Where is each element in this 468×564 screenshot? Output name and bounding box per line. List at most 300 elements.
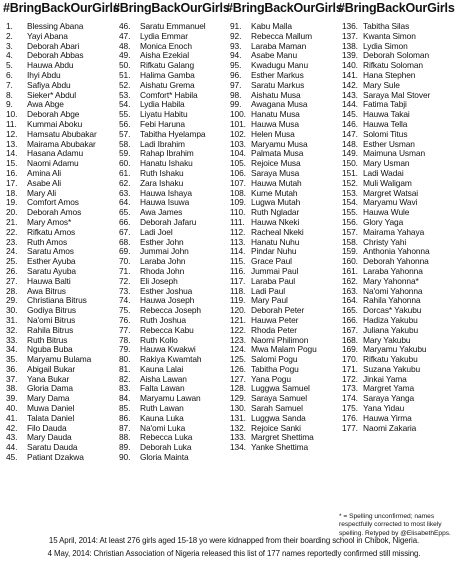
list-item-name: Deborah Abari [27, 41, 80, 51]
list-item [6, 375, 121, 385]
list-item-number: 103. [230, 139, 246, 149]
list-item-number: 131. [230, 413, 246, 423]
list-item [119, 140, 234, 150]
list-item-number: 4. [6, 51, 13, 61]
names-column-3 [230, 22, 345, 453]
list-item [230, 32, 345, 42]
list-item-name: Ruth Amos [27, 237, 68, 247]
list-item-number: 110. [230, 208, 246, 218]
column-header-4: #BringBackOurGirls [338, 1, 455, 15]
list-item-number: 97. [230, 80, 242, 90]
list-item-name: Yayi Abana [27, 31, 68, 41]
list-item-number: 34. [6, 345, 18, 355]
list-item-name: Mary Yakubu [363, 335, 411, 345]
list-item [6, 179, 121, 189]
list-item-name: Hauwa Joseph [140, 296, 195, 306]
list-item [342, 130, 457, 140]
list-item-name: Na'omi Luka [140, 423, 186, 433]
list-item-number: 26. [6, 266, 18, 276]
list-item-number: 149. [342, 149, 358, 159]
list-item-number: 111. [230, 217, 245, 227]
list-item-number: 15. [6, 159, 18, 169]
list-item-name: Fatima Tabji [363, 100, 407, 110]
list-item-number: 125. [230, 355, 246, 365]
list-item [6, 414, 121, 424]
list-item-number: 107. [230, 178, 246, 188]
list-item-number: 105. [230, 159, 246, 169]
list-item-number: 11. [6, 119, 17, 129]
list-item [119, 287, 234, 297]
list-item-number: 40. [6, 404, 18, 414]
list-item [119, 414, 234, 424]
list-item [119, 189, 234, 199]
list-item [119, 149, 234, 159]
list-item-name: Ruth Bitrus [27, 335, 68, 345]
list-item-number: 137. [342, 31, 358, 41]
list-item-name: Kwadugu Manu [251, 61, 308, 71]
list-item-name: Luggwa Sanda [251, 413, 306, 423]
list-item-number: 14. [6, 149, 18, 159]
list-item-number: 1. [6, 22, 13, 31]
list-item [119, 169, 234, 179]
list-item-number: 39. [6, 394, 18, 404]
list-item-number: 104. [230, 149, 246, 159]
list-item [230, 81, 345, 91]
list-item-name: Hauwa Abdu [27, 61, 74, 71]
list-item [342, 179, 457, 189]
list-item-number: 65. [119, 208, 131, 218]
list-item [119, 71, 234, 81]
list-item [6, 326, 121, 336]
list-item-number: 124. [230, 345, 246, 355]
list-item-name: Halima Gamba [140, 70, 195, 80]
list-item-number: 99. [230, 100, 242, 110]
list-item-number: 158. [342, 237, 358, 247]
list-item-number: 20. [6, 208, 18, 218]
list-item-name: Rebecca Kabu [140, 325, 194, 335]
list-item-name: Jinkai Yama [363, 374, 407, 384]
list-item-name: Nguba Buba [27, 345, 73, 355]
list-item-number: 143. [342, 90, 358, 100]
list-item-number: 57. [119, 129, 131, 139]
list-item-number: 43. [6, 433, 18, 443]
list-item-number: 48. [119, 41, 131, 51]
list-item-number: 27. [6, 276, 18, 286]
list-item-name: Deborah Amos [27, 208, 82, 218]
list-item-name: Zara Ishaku [140, 178, 184, 188]
list-item-name: Juliana Yakubu [363, 325, 419, 335]
list-item-name: Saratu Dauda [27, 443, 78, 453]
list-item-number: 46. [119, 22, 131, 31]
list-item-name: Ladi Paul [251, 286, 286, 296]
list-item-number: 12. [6, 129, 18, 139]
list-item-name: Deborah Jafaru [140, 217, 197, 227]
list-item-name: Grace Paul [251, 257, 292, 267]
list-item-name: Deborah Yahonna [363, 257, 429, 267]
list-item-number: 102. [230, 129, 246, 139]
list-item-number: 8. [6, 90, 13, 100]
list-item [342, 257, 457, 267]
list-item-name: Esther Ayuba [27, 257, 76, 267]
list-item-name: Saratu Amos [27, 247, 74, 257]
list-item [119, 424, 234, 434]
list-item [119, 228, 234, 238]
list-item [6, 247, 121, 257]
list-item-name: Hanatu Musa [251, 110, 300, 120]
list-item [230, 257, 345, 267]
list-item-number: 170. [342, 355, 358, 365]
list-item-name: Lydia Simon [363, 41, 408, 51]
list-item-number: 130. [230, 404, 246, 414]
list-item [119, 32, 234, 42]
list-item-name: Rebecca Joseph [140, 306, 201, 316]
list-item-number: 93. [230, 41, 242, 51]
list-item-number: 68. [119, 237, 131, 247]
list-item-name: Gloria Dama [27, 384, 73, 394]
list-item-name: Hasana Adamu [27, 149, 84, 159]
list-item-number: 61. [119, 168, 131, 178]
list-item-number: 24. [6, 247, 18, 257]
list-item [230, 277, 345, 287]
list-item-number: 101. [230, 119, 246, 129]
caption-line-2: 4 May, 2014: Christian Association of Nigeria released this list of 177 names reportedly confirmed still missing. [47, 549, 421, 558]
list-item-name: Hauwa Takai [363, 110, 410, 120]
list-item-number: 53. [119, 90, 131, 100]
list-item-number: 134. [230, 443, 246, 453]
list-item-name: Rebecca Luka [140, 433, 193, 443]
list-item-name: Esther John [140, 237, 184, 247]
list-item-name: Rahila Bitrus [27, 325, 74, 335]
list-item-number: 172. [342, 374, 358, 384]
list-item [230, 208, 345, 218]
list-item-number: 116. [230, 266, 246, 276]
list-item-name: Helen Musa [251, 129, 295, 139]
list-item-number: 90. [119, 453, 131, 463]
list-item-name: Ruth Kollo [140, 335, 178, 345]
list-item-name: Kume Mutah [251, 188, 298, 198]
list-item [119, 316, 234, 326]
list-item [6, 443, 121, 453]
list-item-name: Mary Usman [363, 159, 410, 169]
list-item [342, 198, 457, 208]
list-item-name: Naomi Philimon [251, 335, 309, 345]
list-item-number: 159. [342, 247, 358, 257]
list-item [6, 228, 121, 238]
list-item [6, 81, 121, 91]
list-item-name: Esther Markus [251, 70, 304, 80]
list-item [6, 140, 121, 150]
list-item-number: 64. [119, 198, 131, 208]
list-item-name: Suzana Yakubu [363, 364, 421, 374]
list-item [6, 130, 121, 140]
list-item-name: Godiya Bitrus [27, 306, 76, 316]
list-item-number: 81. [119, 364, 131, 374]
list-item-name: Mary Yahonna* [363, 276, 419, 286]
list-item [6, 61, 121, 71]
list-item [230, 365, 345, 375]
list-item-name: Safiya Abdu [27, 80, 71, 90]
list-item [342, 365, 457, 375]
list-item-name: Hauwa Kwakwi [140, 345, 196, 355]
list-item-number: 123. [230, 335, 246, 345]
list-item [6, 32, 121, 42]
list-item [6, 433, 121, 443]
list-item [6, 404, 121, 414]
list-item-name: Luggwa Samuel [251, 384, 310, 394]
list-item [342, 424, 457, 434]
list-item-name: Abigail Bukar [27, 364, 76, 374]
list-item-name: Liyatu Habitu [140, 110, 188, 120]
list-item-number: 151. [342, 168, 358, 178]
list-item [230, 91, 345, 101]
list-item [119, 22, 234, 32]
list-item-number: 146. [342, 119, 358, 129]
list-item-number: 152. [342, 178, 358, 188]
list-item-number: 140. [342, 61, 358, 71]
list-item-name: Hauwa Mutah [251, 178, 302, 188]
list-item-number: 70. [119, 257, 131, 267]
list-item-name: Racheal Nkeki [251, 227, 304, 237]
list-item-number: 86. [119, 413, 131, 423]
list-item-number: 94. [230, 51, 242, 61]
list-item [342, 100, 457, 110]
list-item-number: 100. [230, 110, 246, 120]
list-item [6, 159, 121, 169]
list-item [342, 208, 457, 218]
list-item [119, 277, 234, 287]
list-item-number: 128. [230, 384, 246, 394]
list-item [230, 140, 345, 150]
list-item-number: 89. [119, 443, 131, 453]
list-item [119, 179, 234, 189]
list-item-number: 138. [342, 41, 358, 51]
list-item-name: Awagana Musa [251, 100, 308, 110]
list-item-number: 10. [6, 110, 18, 120]
list-item [119, 218, 234, 228]
list-item-name: Hauwa Balti [27, 276, 71, 286]
list-item [230, 189, 345, 199]
list-item [230, 326, 345, 336]
list-item-number: 62. [119, 178, 131, 188]
list-item [230, 267, 345, 277]
list-item [119, 355, 234, 365]
list-item-number: 77. [119, 325, 131, 335]
list-item-number: 13. [6, 139, 18, 149]
list-item-number: 162. [342, 276, 358, 286]
list-item-name: Hana Stephen [363, 70, 416, 80]
list-item-name: Falta Lawan [140, 384, 185, 394]
list-item-number: 163. [342, 286, 358, 296]
list-item-number: 54. [119, 100, 131, 110]
list-item-number: 21. [6, 217, 18, 227]
list-item [342, 218, 457, 228]
list-item-name: Hanatu Ishaku [140, 159, 193, 169]
list-item-number: 66. [119, 217, 131, 227]
list-item [119, 130, 234, 140]
list-item [230, 414, 345, 424]
list-item-number: 114. [230, 247, 246, 257]
list-item [119, 384, 234, 394]
list-item-name: Rejoice Sanki [251, 423, 301, 433]
list-item-number: 78. [119, 335, 131, 345]
list-item [230, 355, 345, 365]
list-item-name: Kabu Malla [251, 22, 292, 31]
list-item-number: 37. [6, 374, 18, 384]
list-item [119, 247, 234, 257]
list-item-number: 117. [230, 276, 246, 286]
list-item-name: Salomi Pogu [251, 355, 298, 365]
list-item-number: 150. [342, 159, 358, 169]
list-item [119, 100, 234, 110]
list-item [342, 345, 457, 355]
list-item-name: Ladi Ibrahim [140, 139, 185, 149]
list-item-name: Ihyi Abdu [27, 70, 61, 80]
list-item [230, 169, 345, 179]
list-item-name: Maimuna Usman [363, 149, 425, 159]
list-item [6, 257, 121, 267]
list-item [6, 355, 121, 365]
list-item-name: Eli Joseph [140, 276, 178, 286]
list-item [342, 306, 457, 316]
list-item-number: 112. [230, 227, 246, 237]
list-item-number: 156. [342, 217, 358, 227]
list-item-number: 129. [230, 394, 246, 404]
list-item-number: 115. [230, 257, 246, 267]
list-item-name: Mary Sule [363, 80, 400, 90]
list-item-name: Tabitha Pogu [251, 364, 299, 374]
list-item-number: 96. [230, 70, 242, 80]
list-item-number: 19. [6, 198, 18, 208]
list-item-number: 51. [119, 70, 131, 80]
list-item-name: Mwa Malam Pogu [251, 345, 317, 355]
list-item-name: Filo Dauda [27, 423, 67, 433]
list-item-name: Laraba Maman [251, 41, 307, 51]
list-item-name: Asabe Ali [27, 178, 62, 188]
names-column-1 [6, 22, 121, 463]
list-item [119, 375, 234, 385]
list-item-number: 60. [119, 159, 131, 169]
list-item-number: 79. [119, 345, 131, 355]
list-item [342, 375, 457, 385]
list-item-name: Deborah Abge [27, 110, 80, 120]
list-item-number: 2. [6, 31, 13, 41]
list-item [342, 247, 457, 257]
list-item [230, 306, 345, 316]
list-item [6, 22, 121, 32]
list-item-name: Mary Amos* [27, 217, 72, 227]
list-item [342, 120, 457, 130]
list-item-name: Margret Shettima [251, 433, 314, 443]
list-item [6, 100, 121, 110]
list-item [6, 218, 121, 228]
list-item-number: 98. [230, 90, 242, 100]
list-item-name: Naomi Adamu [27, 159, 79, 169]
list-item-name: Kauna Luka [140, 413, 184, 423]
names-column-4 [342, 22, 457, 433]
list-item-name: Yana Pogu [251, 374, 291, 384]
list-item-number: 92. [230, 31, 242, 41]
list-item-name: Lydia Habila [140, 100, 185, 110]
list-item-number: 84. [119, 394, 131, 404]
list-item-name: Gloria Mainta [140, 453, 189, 463]
list-item [342, 140, 457, 150]
list-item-name: Patiant Dzakwa [27, 453, 84, 463]
list-item-number: 59. [119, 149, 131, 159]
list-item-name: Rejoice Musa [251, 159, 301, 169]
list-item-name: Ruth Lawan [140, 404, 184, 414]
list-item-number: 127. [230, 374, 246, 384]
list-item-name: Christiana Bitrus [27, 296, 87, 306]
list-item [6, 277, 121, 287]
list-item [119, 120, 234, 130]
list-item-number: 167. [342, 325, 358, 335]
list-item [6, 316, 121, 326]
list-item-number: 36. [6, 364, 18, 374]
list-item-number: 75. [119, 306, 131, 316]
list-item [6, 91, 121, 101]
list-item [6, 198, 121, 208]
list-item-name: Maryamu Bulama [27, 355, 92, 365]
list-item-number: 176. [342, 413, 358, 423]
list-item-number: 73. [119, 286, 131, 296]
list-item [342, 110, 457, 120]
list-item [230, 71, 345, 81]
list-item-name: Rhoda Peter [251, 325, 297, 335]
list-item-name: Deborah Peter [251, 306, 305, 316]
list-item [230, 424, 345, 434]
list-item-number: 120. [230, 306, 246, 316]
list-item-name: Comfort* Habila [140, 90, 198, 100]
column-header-1: #BringBackOurGirls [3, 1, 120, 15]
list-item-name: Tabitha Hyelampa [140, 129, 206, 139]
list-item-number: 175. [342, 404, 358, 414]
list-item-number: 91. [230, 22, 242, 31]
list-item [119, 267, 234, 277]
list-item-number: 63. [119, 188, 131, 198]
list-item [230, 61, 345, 71]
list-item [230, 384, 345, 394]
list-item-name: Saratu Ayuba [27, 266, 76, 276]
list-item-number: 16. [6, 168, 18, 178]
list-item-name: Yana Yidau [363, 404, 405, 414]
list-item-name: Hauwa Peter [251, 315, 299, 325]
list-item-name: Rakiya Kwamtah [140, 355, 202, 365]
list-item-name: Aisha Ezekial [140, 51, 189, 61]
list-item-number: 80. [119, 355, 131, 365]
list-item-number: 56. [119, 119, 131, 129]
list-item-number: 83. [119, 384, 131, 394]
list-item-name: Margret Yama [363, 384, 415, 394]
list-item-name: Ladi Joel [140, 227, 173, 237]
list-item-number: 45. [6, 453, 18, 463]
list-item-name: Hanatu Nuhu [251, 237, 300, 247]
list-item-number: 72. [119, 276, 131, 286]
list-item-name: Kummai Aboku [27, 119, 83, 129]
list-item [342, 71, 457, 81]
list-item-number: 18. [6, 188, 18, 198]
list-item-number: 41. [6, 413, 18, 423]
list-item-number: 82. [119, 374, 131, 384]
list-item-name: Ladi Wadai [363, 168, 404, 178]
list-item [342, 42, 457, 52]
list-item-number: 160. [342, 257, 358, 267]
list-item-name: Lugwa Mutah [251, 198, 301, 208]
list-item-name: Rifkatu Soloman [363, 61, 423, 71]
list-item-number: 74. [119, 296, 131, 306]
list-item [119, 238, 234, 248]
list-item-number: 119. [230, 296, 246, 306]
list-item-name: Mairama Abubakar [27, 139, 96, 149]
